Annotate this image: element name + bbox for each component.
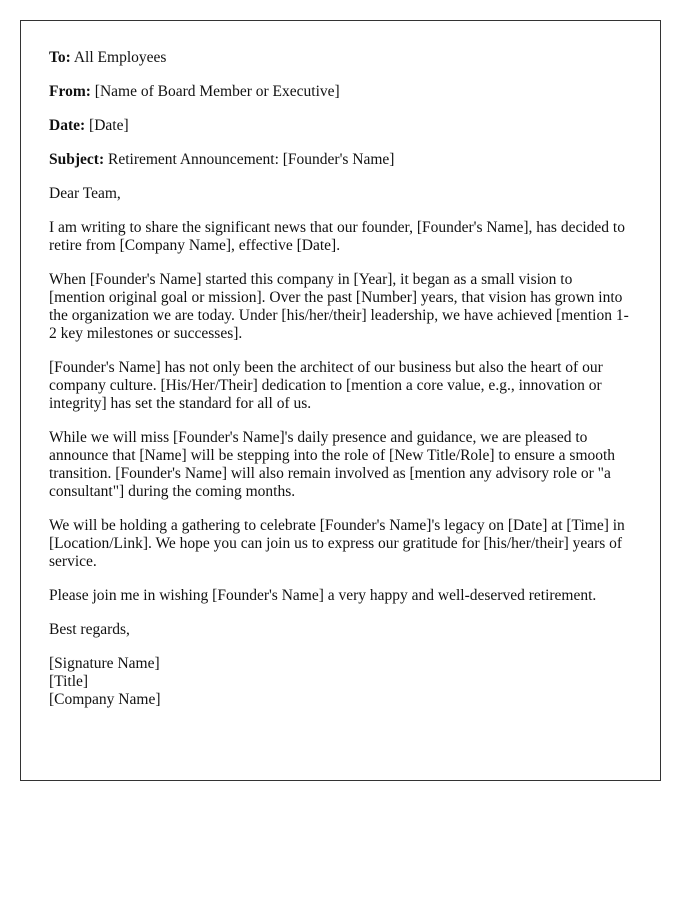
signature-title: [Title] <box>49 673 89 690</box>
paragraph-announcement: I am writing to share the significant news that our founder, [Founder's Name], has decided to retire from [Company Name], effective [Date]. <box>49 219 625 254</box>
paragraph-celebration: We will be holding a gathering to celebrate [Founder's Name]'s legacy on [Date] at [Time] in [Location/Link]. We hope you can join us to express our gratitude for [his/her/their] years of service. <box>49 517 625 570</box>
paragraph-transition: While we will miss [Founder's Name]'s daily presence and guidance, we are pleased to announce that [Name] will be stepping into the role of [New Title/Role] to ensure a smooth transition. [Founder's Name] will also remain involved as [mention any advisory role or "a consultant"] during the coming months. <box>49 429 616 500</box>
to-label: To: <box>49 49 71 66</box>
from-value: [Name of Board Member or Executive] <box>94 83 340 100</box>
to-value: All Employees <box>73 49 167 66</box>
signature-company: [Company Name] <box>49 691 161 708</box>
salutation: Dear Team, <box>49 185 121 202</box>
paragraph-culture: [Founder's Name] has not only been the architect of our business but also the heart of our company culture. [His/Her/Their] dedication to [mention a core value, e.g., innovation or integrity] has set the standard for all of us. <box>49 359 603 412</box>
paragraph-history: When [Founder's Name] started this company in [Year], it began as a small vision to [mention original goal or mission]. Over the past [Number] years, that vision has grown into the organization we are today. Under [his/her/their] leadership, we have achieved [mention 1-2 key milestones or successes]. <box>49 271 629 342</box>
paragraph-wishes: Please join me in wishing [Founder's Name] a very happy and well-deserved retirement. <box>49 587 597 604</box>
date-field <box>49 117 632 135</box>
date-label: Date: <box>49 117 86 134</box>
signature-name: [Signature Name] <box>49 655 160 672</box>
closing: Best regards, <box>49 621 130 638</box>
from-field <box>49 83 632 101</box>
signature-block <box>49 655 632 709</box>
to-field <box>49 49 632 67</box>
from-label: From: <box>49 83 91 100</box>
subject-value: Retirement Announcement: [Founder's Name] <box>107 151 395 168</box>
subject-label: Subject: <box>49 151 105 168</box>
subject-field <box>49 151 632 169</box>
letter-document <box>20 20 661 781</box>
date-value: [Date] <box>89 117 129 134</box>
